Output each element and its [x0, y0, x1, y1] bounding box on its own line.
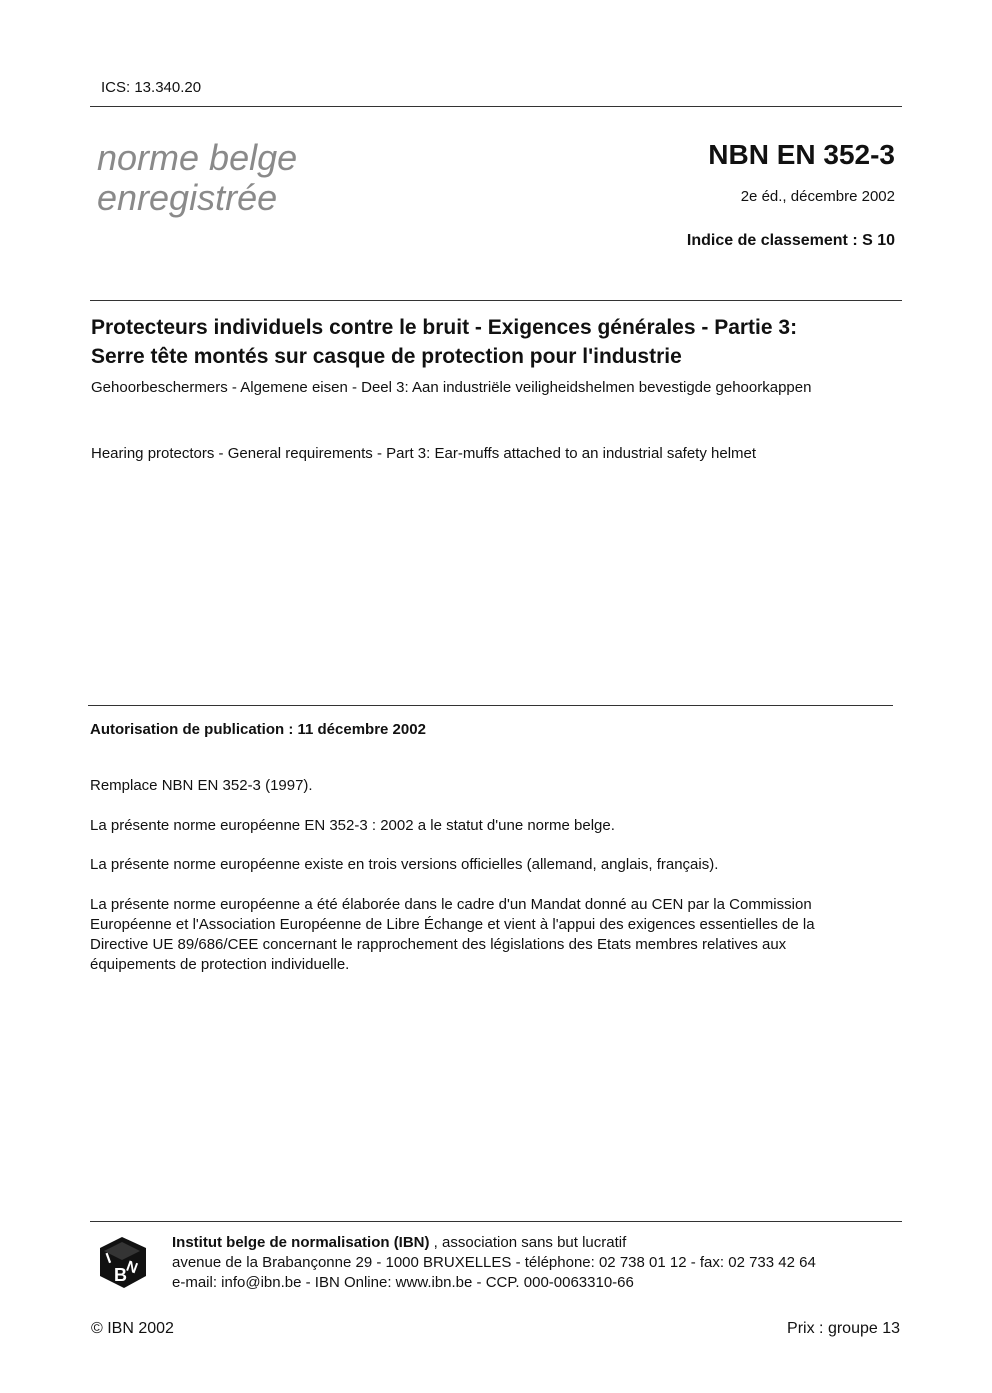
- footer-divider: [90, 1221, 902, 1222]
- brand-title: [97, 138, 297, 218]
- title-french: [91, 313, 911, 371]
- status-note: La présente norme européenne EN 352-3 : 2002 a le statut d'une norme belge.: [90, 817, 615, 834]
- price-group: Prix : groupe 13: [787, 1320, 900, 1337]
- svg-text:B: B: [114, 1265, 127, 1285]
- institute-contact: e-mail: info@ibn.be - IBN Online: www.ibn.be - CCP. 000-0063310-66: [172, 1274, 634, 1291]
- mandate-line-1: La présente norme européenne a été élaborée dans le cadre d'un Mandat donné au CEN par la Commission: [90, 896, 812, 913]
- ics-code: ICS: 13.340.20: [101, 79, 202, 96]
- classification-index: Indice de classement : S 10: [686, 232, 895, 249]
- replaces-note: Remplace NBN EN 352-3 (1997).: [90, 777, 313, 794]
- title-french-line-1: Protecteurs individuels contre le bruit - Exigences générales - Partie 3:: [91, 316, 798, 339]
- institute-name: Institut belge de normalisation (IBN): [172, 1234, 430, 1251]
- title-french-line-2: Serre tête montés sur casque de protection pour l'industrie: [91, 345, 682, 368]
- brand-line-2: enregistrée: [97, 177, 278, 218]
- title-english: Hearing protectors - General requirements - Part 3: Ear-muffs attached to an industrial safety helmet: [91, 445, 757, 462]
- edition-date: 2e éd., décembre 2002: [740, 188, 895, 205]
- top-divider: [90, 106, 902, 107]
- mandate-paragraph: [90, 895, 910, 975]
- institute-status: , association sans but lucratif: [429, 1234, 627, 1251]
- svg-text:N: N: [123, 1257, 140, 1278]
- mandate-line-4: équipements de protection individuelle.: [90, 956, 350, 973]
- mandate-line-2: Européenne et l'Association Européenne de Libre Échange et vient à l'appui des exigences essentielles de la: [90, 916, 815, 933]
- mandate-line-3: Directive UE 89/686/CEE concernant le rapprochement des législations des Etats membres relatives aux: [90, 936, 787, 953]
- institute-info: [172, 1233, 902, 1293]
- svg-text:I: I: [103, 1249, 114, 1268]
- institute-name-line: [172, 1233, 902, 1253]
- publication-authorisation: Autorisation de publication : 11 décembre 2002: [90, 721, 426, 738]
- publication-divider: [88, 705, 893, 706]
- title-dutch: Gehoorbeschermers - Algemene eisen - Deel 3: Aan industriële veiligheidshelmen bevestigde gehoorkappen: [91, 379, 812, 396]
- versions-note: La présente norme européenne existe en trois versions officielles (allemand, anglais, français).: [90, 856, 719, 873]
- copyright: © IBN 2002: [91, 1320, 174, 1337]
- institute-address: avenue de la Brabançonne 29 - 1000 BRUXELLES - téléphone: 02 738 01 12 - fax: 02 733 42 64: [172, 1254, 816, 1271]
- brand-line-1: norme belge: [97, 137, 298, 178]
- title-divider: [90, 300, 902, 301]
- standard-code: NBN EN 352-3: [708, 139, 895, 170]
- ibn-logo: [96, 1234, 150, 1290]
